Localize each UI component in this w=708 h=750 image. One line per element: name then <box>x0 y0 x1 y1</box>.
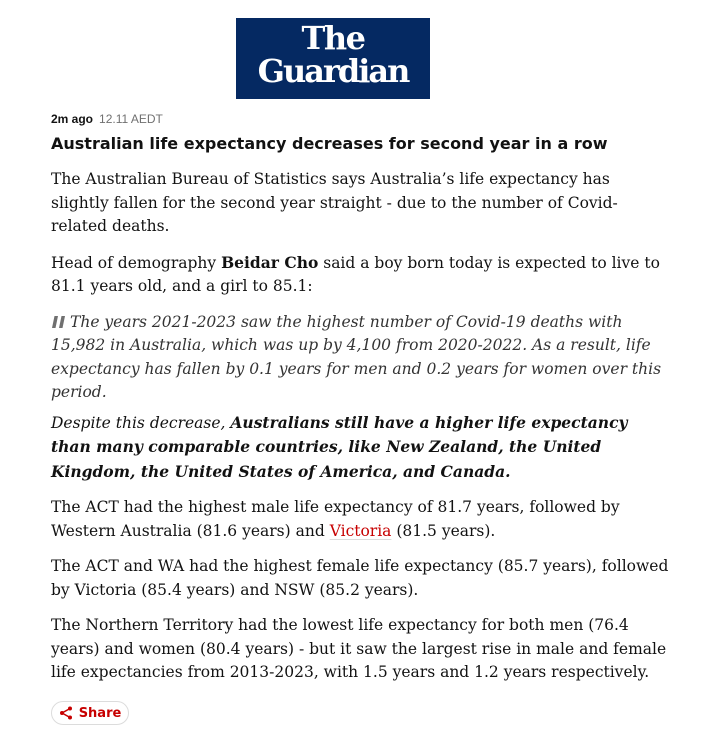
time-ago: 2m ago <box>51 112 94 126</box>
post-headline: Australian life expectancy decreases for second year in a row <box>51 134 608 153</box>
timestamp: 12.11 AEDT <box>99 112 163 126</box>
paragraph-5: The Northern Territory had the lowest life expectancy for both men (76.4 years) and women (80.4 years) - but it saw the largest rise in male and female life expectancies from 2013-2023, with 1.5 years and 1.2 years respectively. <box>51 616 667 681</box>
logo-line-2: Guardian <box>257 52 409 90</box>
paragraph-2 <box>51 251 671 299</box>
share-icon <box>59 706 73 720</box>
quote-text: The years 2021-2023 saw the highest number of Covid-19 deaths with 15,982 in Australia, which was up by 4,100 from 2020-2022. As a result, life expectancy has fallen by 0.1 years for men and 0.2 years for women over this period. <box>51 312 662 401</box>
post-meta <box>51 112 163 126</box>
paragraph-4: The ACT and WA had the highest female life expectancy (85.7 years), followed by Victoria (85.4 years) and NSW (85.2 years). <box>51 557 669 599</box>
person-name: Beidar Cho <box>221 252 319 272</box>
logo-line-1: The <box>301 19 365 57</box>
post-body <box>51 168 671 697</box>
paragraph-1: The Australian Bureau of Statistics says Australia’s life expectancy has slightly fallen for the second year straight - due to the number of Covid-related deaths. <box>51 170 618 235</box>
guardian-logo[interactable] <box>236 18 430 99</box>
paragraph-3-suffix: (81.5 years). <box>391 521 496 540</box>
victoria-link[interactable]: Victoria <box>329 521 392 540</box>
quote-continuation-prefix: Despite this decrease, <box>51 413 231 432</box>
paragraph-2-suffix: said a boy born today is expected to live to 81.1 years old, and a girl to 85.1: <box>51 253 660 295</box>
block-quote <box>51 311 671 405</box>
share-label: Share <box>78 705 122 721</box>
quote-icon <box>51 311 70 335</box>
paragraph-3 <box>51 496 671 543</box>
quote-continuation-bold: Australians still have a higher life expectancy than many comparable countries, like New Zealand, the United Kingdom, the United States of America, and Canada. <box>51 412 628 481</box>
paragraph-3-prefix: The ACT had the highest male life expectancy of 81.7 years, followed by Western Australia (81.6 years) and <box>51 498 620 540</box>
paragraph-2-prefix: Head of demography <box>51 253 222 272</box>
share-button[interactable] <box>51 701 129 725</box>
quote-continuation <box>51 411 671 485</box>
